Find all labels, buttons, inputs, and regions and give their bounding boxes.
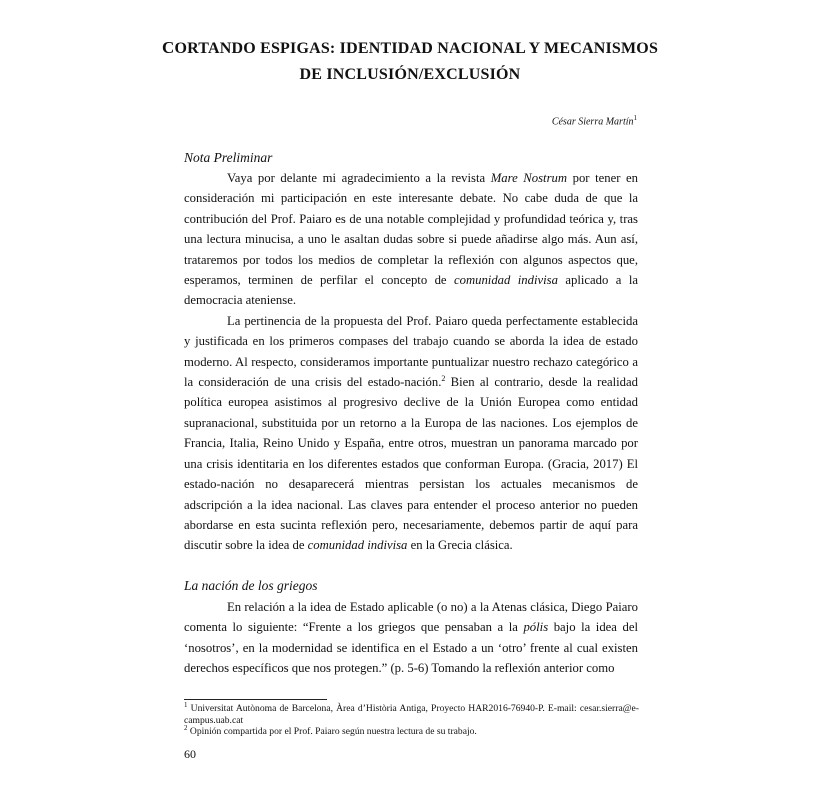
footnote-text: Opinión compartida por el Prof. Paiaro según nuestra lectura de su trabajo. — [187, 726, 477, 737]
footnote-separator — [184, 699, 327, 700]
text-run: En relación a la idea de Estado aplicable (o no) a la Atenas clásica, Diego Paiaro comenta lo siguiente: “Frente a los griegos que pensaban a la — [184, 600, 638, 635]
footnote-1 — [184, 700, 639, 726]
section-heading-nacion-griegos: La nación de los griegos — [184, 578, 318, 593]
footnote-marker: 1 — [184, 700, 188, 709]
footnotes — [184, 700, 639, 738]
text-run: Bien al contrario, desde la realidad política europea asistimos al progresivo declive de la Unión Europea como entidad supranacional, substituida por un retorno a la Europa de las naciones. Los ejemplos de Francia, Italia, Reino Unido y España, entre otros, muestran un panorama marcado por una crisis identitaria en los diferentes estados que conforman Europa. (Gracia, 2017) El estado-nación no desaparecerá mientras persistan los actuales mecanismos de adscripción a la idea nacional. Las claves para entender el proceso anterior no pueden abordarse en esta sucinta reflexión pero, necesariamente, debemos partir de aquí para discutir sobre la idea de — [184, 375, 638, 553]
text-run: Vaya por delante mi agradecimiento a la revista — [227, 171, 491, 185]
text-run: La pertinencia de la propuesta del Prof. Paiaro queda perfectamente establecida y justificada en los primeros compases del trabajo cuando se aborda la idea de estado moderno. Al respecto, consideramos importante puntualizar nuestro rechazo categórico a la consideración de una crisis del estado-nación. — [184, 313, 638, 390]
title-initial-capital: C — [161, 38, 175, 57]
author-name: César Sierra Martín — [551, 116, 634, 128]
paragraph-1 — [184, 168, 638, 311]
page-number: 60 — [184, 747, 196, 761]
section-body-nacion-griegos — [184, 597, 638, 679]
article-title-line-1 — [150, 38, 670, 58]
text-run: bajo la idea del ‘nosotros’, en la modernidad se identifica en el Estado a un ‘otro’ frente al cual existen derechos específicos que nos protegen.” (p. 5-6) Tomando la reflexión anterior como — [184, 620, 638, 676]
paragraph-3 — [184, 597, 638, 679]
italic-term: comunidad indivisa — [453, 273, 558, 288]
italic-journal-name: Mare Nostrum — [490, 171, 568, 185]
author-byline — [552, 114, 637, 127]
italic-term: comunidad indivisa — [307, 538, 408, 553]
footnote-text: Universitat Autònoma de Barcelona, Àrea d’Història Antiga, Proyecto HAR2016-76940-P. E-mail: cesar.sierra@e-campus.uab.cat — [184, 703, 639, 726]
footnote-2 — [184, 723, 639, 738]
text-run: aplicado a la democracia ateniense. — [184, 273, 638, 308]
text-run: en la Grecia clásica. — [407, 538, 513, 553]
footnote-ref-1[interactable]: 1 — [633, 114, 637, 122]
paragraph-2 — [184, 311, 638, 556]
section-heading-nota-preliminar: Nota Preliminar — [184, 150, 273, 165]
article-title-line-2: DE INCLUSIÓN/EXCLUSIÓN — [299, 66, 521, 83]
footnote-marker: 2 — [184, 723, 188, 732]
section-body-nota-preliminar — [184, 168, 638, 556]
italic-term: pólis — [523, 620, 549, 635]
title-line-1-text: ORTANDO ESPIGAS: IDENTIDAD NACIONAL Y MECANISMOS — [174, 40, 659, 57]
footnote-ref-2[interactable]: 2 — [441, 373, 446, 383]
text-run: por tener en consideración mi participación en este interesante debate. No cabe duda de que la contribución del Prof. Paiaro es de una notable complejidad y profundidad teórica y, tras una lectura minucisa, a uno le asaltan dudas sobre si puede añadirse algo más. Aun así, trataremos por todos los medios de completar la reflexión con algunos aspectos que, esperamos, terminen de perfilar el concepto de — [184, 171, 639, 288]
